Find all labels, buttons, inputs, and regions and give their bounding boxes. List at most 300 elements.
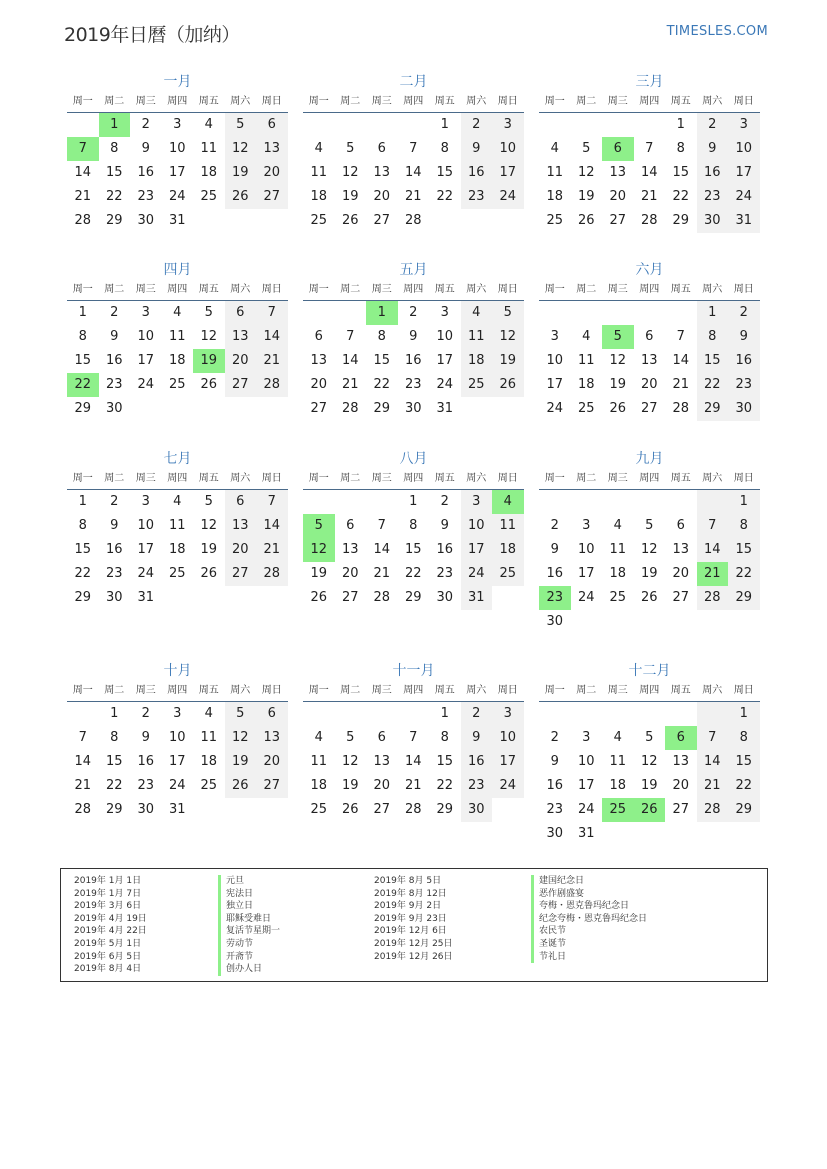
day-cell[interactable]: 23 (137, 778, 155, 793)
day-cell[interactable]: 27 (373, 213, 391, 228)
day-cell[interactable]: 17 (492, 750, 524, 774)
day-cell[interactable]: 2 (697, 113, 729, 137)
day-cell[interactable]: 24 (436, 377, 454, 392)
day-cell[interactable]: 21 (341, 377, 359, 392)
day-cell[interactable]: 6 (256, 702, 288, 726)
day-cell[interactable]: 28 (404, 802, 422, 817)
day-cell[interactable]: 8 (78, 518, 87, 533)
day-cell[interactable]: 16 (546, 566, 564, 581)
day-cell[interactable]: 12 (640, 542, 658, 557)
day-cell[interactable]: 30 (728, 397, 760, 421)
day-cell[interactable]: 21 (404, 189, 422, 204)
day-cell[interactable]: 8 (440, 141, 449, 156)
day-cell[interactable]: 2 (141, 117, 150, 132)
day-cell[interactable]: 23 (539, 586, 571, 610)
day-cell[interactable]: 5 (492, 301, 524, 325)
day-cell[interactable]: 2 (110, 494, 119, 509)
day-cell[interactable]: 20 (672, 778, 690, 793)
day-cell[interactable]: 8 (676, 141, 685, 156)
day-cell[interactable]: 17 (492, 161, 524, 185)
day-cell[interactable]: 7 (256, 490, 288, 514)
day-cell[interactable]: 22 (67, 373, 99, 397)
day-cell[interactable]: 30 (461, 798, 493, 822)
day-cell[interactable]: 1 (676, 117, 685, 132)
day-cell[interactable]: 25 (310, 802, 328, 817)
day-cell[interactable]: 27 (373, 802, 391, 817)
day-cell[interactable]: 23 (137, 189, 155, 204)
day-cell[interactable]: 22 (436, 189, 454, 204)
day-cell[interactable]: 22 (697, 373, 729, 397)
day-cell[interactable]: 20 (373, 189, 391, 204)
day-cell[interactable]: 16 (137, 754, 155, 769)
day-cell[interactable]: 10 (461, 514, 493, 538)
day-cell[interactable]: 26 (225, 185, 257, 209)
day-cell[interactable]: 10 (168, 730, 186, 745)
day-cell[interactable]: 9 (110, 518, 119, 533)
day-cell[interactable]: 16 (461, 161, 493, 185)
day-cell[interactable]: 28 (74, 802, 92, 817)
day-cell[interactable]: 9 (550, 542, 559, 557)
day-cell[interactable]: 19 (225, 750, 257, 774)
day-cell[interactable]: 5 (225, 702, 257, 726)
day-cell[interactable]: 3 (582, 730, 591, 745)
day-cell[interactable]: 20 (225, 538, 257, 562)
day-cell[interactable]: 21 (404, 778, 422, 793)
day-cell[interactable]: 11 (168, 329, 186, 344)
day-cell[interactable]: 21 (373, 566, 391, 581)
day-cell[interactable]: 7 (256, 301, 288, 325)
day-cell[interactable]: 19 (609, 377, 627, 392)
day-cell[interactable]: 11 (200, 730, 218, 745)
day-cell[interactable]: 6 (665, 726, 697, 750)
day-cell[interactable]: 12 (200, 518, 218, 533)
day-cell[interactable]: 3 (173, 706, 182, 721)
day-cell[interactable]: 16 (697, 161, 729, 185)
day-cell[interactable]: 4 (613, 730, 622, 745)
day-cell[interactable]: 11 (310, 165, 328, 180)
day-cell[interactable]: 14 (672, 353, 690, 368)
day-cell[interactable]: 18 (492, 538, 524, 562)
day-cell[interactable]: 13 (672, 754, 690, 769)
day-cell[interactable]: 30 (404, 401, 422, 416)
day-cell[interactable]: 9 (141, 141, 150, 156)
day-cell[interactable]: 7 (697, 514, 729, 538)
day-cell[interactable]: 17 (461, 538, 493, 562)
day-cell[interactable]: 5 (582, 141, 591, 156)
day-cell[interactable]: 25 (461, 373, 493, 397)
day-cell[interactable]: 22 (672, 189, 690, 204)
day-cell[interactable]: 15 (672, 165, 690, 180)
day-cell[interactable]: 28 (697, 798, 729, 822)
day-cell[interactable]: 12 (341, 754, 359, 769)
day-cell[interactable]: 30 (546, 826, 564, 841)
day-cell[interactable]: 6 (225, 490, 257, 514)
day-cell[interactable]: 10 (492, 726, 524, 750)
day-cell[interactable]: 5 (225, 113, 257, 137)
day-cell[interactable]: 31 (436, 401, 454, 416)
day-cell[interactable]: 15 (728, 750, 760, 774)
day-cell[interactable]: 1 (440, 117, 449, 132)
day-cell[interactable]: 31 (728, 209, 760, 233)
day-cell[interactable]: 14 (74, 165, 92, 180)
day-cell[interactable]: 26 (200, 377, 218, 392)
day-cell[interactable]: 29 (74, 401, 92, 416)
day-cell[interactable]: 25 (310, 213, 328, 228)
day-cell[interactable]: 27 (609, 213, 627, 228)
day-cell[interactable]: 27 (310, 401, 328, 416)
day-cell[interactable]: 28 (640, 213, 658, 228)
day-cell[interactable]: 22 (728, 562, 760, 586)
day-cell[interactable]: 11 (577, 353, 595, 368)
day-cell[interactable]: 22 (404, 566, 422, 581)
day-cell[interactable]: 23 (436, 566, 454, 581)
day-cell[interactable]: 3 (582, 518, 591, 533)
day-cell[interactable]: 25 (577, 401, 595, 416)
day-cell[interactable]: 6 (346, 518, 355, 533)
day-cell[interactable]: 28 (373, 590, 391, 605)
day-cell[interactable]: 19 (310, 566, 328, 581)
day-cell[interactable]: 10 (546, 353, 564, 368)
day-cell[interactable]: 3 (141, 494, 150, 509)
day-cell[interactable]: 2 (110, 305, 119, 320)
day-cell[interactable]: 14 (697, 538, 729, 562)
day-cell[interactable]: 27 (672, 802, 690, 817)
day-cell[interactable]: 16 (436, 542, 454, 557)
day-cell[interactable]: 19 (341, 189, 359, 204)
day-cell[interactable]: 16 (105, 353, 123, 368)
day-cell[interactable]: 4 (173, 305, 182, 320)
day-cell[interactable]: 6 (602, 137, 634, 161)
day-cell[interactable]: 27 (256, 185, 288, 209)
day-cell[interactable]: 17 (168, 754, 186, 769)
day-cell[interactable]: 6 (645, 329, 654, 344)
day-cell[interactable]: 15 (436, 754, 454, 769)
day-cell[interactable]: 25 (200, 778, 218, 793)
day-cell[interactable]: 26 (640, 590, 658, 605)
day-cell[interactable]: 12 (609, 353, 627, 368)
day-cell[interactable]: 16 (546, 778, 564, 793)
day-cell[interactable]: 24 (577, 590, 595, 605)
day-cell[interactable]: 22 (105, 189, 123, 204)
day-cell[interactable]: 4 (613, 518, 622, 533)
day-cell[interactable]: 9 (141, 730, 150, 745)
day-cell[interactable]: 13 (310, 353, 328, 368)
day-cell[interactable]: 11 (609, 754, 627, 769)
day-cell[interactable]: 27 (341, 590, 359, 605)
day-cell[interactable]: 2 (728, 301, 760, 325)
day-cell[interactable]: 12 (303, 538, 335, 562)
day-cell[interactable]: 24 (577, 802, 595, 817)
day-cell[interactable]: 17 (546, 377, 564, 392)
day-cell[interactable]: 1 (78, 494, 87, 509)
day-cell[interactable]: 14 (341, 353, 359, 368)
day-cell[interactable]: 12 (577, 165, 595, 180)
day-cell[interactable]: 12 (640, 754, 658, 769)
day-cell[interactable]: 23 (404, 377, 422, 392)
day-cell[interactable]: 29 (672, 213, 690, 228)
day-cell[interactable]: 30 (436, 590, 454, 605)
day-cell[interactable]: 2 (550, 518, 559, 533)
day-cell[interactable]: 4 (461, 301, 493, 325)
day-cell[interactable]: 25 (200, 189, 218, 204)
day-cell[interactable]: 8 (110, 141, 119, 156)
day-cell[interactable]: 12 (492, 325, 524, 349)
day-cell[interactable]: 27 (256, 774, 288, 798)
day-cell[interactable]: 26 (609, 401, 627, 416)
day-cell[interactable]: 19 (193, 349, 225, 373)
day-cell[interactable]: 19 (640, 566, 658, 581)
day-cell[interactable]: 14 (404, 754, 422, 769)
day-cell[interactable]: 25 (168, 566, 186, 581)
day-cell[interactable]: 19 (225, 161, 257, 185)
day-cell[interactable]: 27 (225, 562, 257, 586)
day-cell[interactable]: 5 (645, 730, 654, 745)
day-cell[interactable]: 31 (168, 802, 186, 817)
day-cell[interactable]: 22 (436, 778, 454, 793)
day-cell[interactable]: 13 (373, 165, 391, 180)
brand-logo-text[interactable]: TIMESLES.COM (666, 24, 768, 39)
day-cell[interactable]: 3 (550, 329, 559, 344)
day-cell[interactable]: 23 (105, 377, 123, 392)
day-cell[interactable]: 25 (168, 377, 186, 392)
day-cell[interactable]: 18 (461, 349, 493, 373)
day-cell[interactable]: 28 (672, 401, 690, 416)
day-cell[interactable]: 9 (550, 754, 559, 769)
day-cell[interactable]: 20 (256, 750, 288, 774)
day-cell[interactable]: 8 (440, 730, 449, 745)
day-cell[interactable]: 28 (404, 213, 422, 228)
day-cell[interactable]: 19 (200, 542, 218, 557)
day-cell[interactable]: 20 (640, 377, 658, 392)
day-cell[interactable]: 9 (697, 137, 729, 161)
day-cell[interactable]: 9 (409, 329, 418, 344)
day-cell[interactable]: 24 (168, 778, 186, 793)
day-cell[interactable]: 16 (137, 165, 155, 180)
day-cell[interactable]: 26 (634, 798, 666, 822)
day-cell[interactable]: 31 (461, 586, 493, 610)
day-cell[interactable]: 12 (225, 726, 257, 750)
day-cell[interactable]: 15 (105, 754, 123, 769)
day-cell[interactable]: 9 (461, 726, 493, 750)
day-cell[interactable]: 12 (225, 137, 257, 161)
day-cell[interactable]: 24 (492, 185, 524, 209)
day-cell[interactable]: 7 (697, 726, 729, 750)
day-cell[interactable]: 14 (404, 165, 422, 180)
day-cell[interactable]: 20 (373, 778, 391, 793)
day-cell[interactable]: 19 (341, 778, 359, 793)
day-cell[interactable]: 17 (137, 542, 155, 557)
day-cell[interactable]: 4 (204, 706, 213, 721)
day-cell[interactable]: 7 (409, 141, 418, 156)
day-cell[interactable]: 15 (436, 165, 454, 180)
day-cell[interactable]: 17 (137, 353, 155, 368)
day-cell[interactable]: 3 (141, 305, 150, 320)
day-cell[interactable]: 26 (200, 566, 218, 581)
day-cell[interactable]: 20 (310, 377, 328, 392)
day-cell[interactable]: 18 (168, 542, 186, 557)
day-cell[interactable]: 12 (341, 165, 359, 180)
day-cell[interactable]: 27 (640, 401, 658, 416)
day-cell[interactable]: 5 (346, 730, 355, 745)
day-cell[interactable]: 16 (105, 542, 123, 557)
day-cell[interactable]: 15 (74, 353, 92, 368)
day-cell[interactable]: 13 (225, 325, 257, 349)
day-cell[interactable]: 8 (728, 514, 760, 538)
day-cell[interactable]: 20 (256, 161, 288, 185)
day-cell[interactable]: 28 (256, 562, 288, 586)
day-cell[interactable]: 11 (200, 141, 218, 156)
day-cell[interactable]: 14 (373, 542, 391, 557)
day-cell[interactable]: 23 (461, 774, 493, 798)
day-cell[interactable]: 13 (225, 514, 257, 538)
day-cell[interactable]: 25 (609, 590, 627, 605)
day-cell[interactable]: 11 (168, 518, 186, 533)
day-cell[interactable]: 7 (78, 730, 87, 745)
day-cell[interactable]: 10 (492, 137, 524, 161)
day-cell[interactable]: 10 (436, 329, 454, 344)
day-cell[interactable]: 13 (256, 137, 288, 161)
day-cell[interactable]: 17 (168, 165, 186, 180)
day-cell[interactable]: 5 (204, 305, 213, 320)
day-cell[interactable]: 1 (728, 490, 760, 514)
day-cell[interactable]: 17 (728, 161, 760, 185)
day-cell[interactable]: 21 (74, 778, 92, 793)
day-cell[interactable]: 30 (105, 590, 123, 605)
day-cell[interactable]: 2 (461, 113, 493, 137)
day-cell[interactable]: 10 (577, 542, 595, 557)
day-cell[interactable]: 14 (697, 750, 729, 774)
day-cell[interactable]: 6 (314, 329, 323, 344)
day-cell[interactable]: 6 (377, 141, 386, 156)
day-cell[interactable]: 13 (672, 542, 690, 557)
day-cell[interactable]: 7 (67, 137, 99, 161)
day-cell[interactable]: 9 (728, 325, 760, 349)
day-cell[interactable]: 17 (436, 353, 454, 368)
day-cell[interactable]: 26 (341, 213, 359, 228)
day-cell[interactable]: 15 (697, 349, 729, 373)
day-cell[interactable]: 11 (461, 325, 493, 349)
day-cell[interactable]: 10 (137, 518, 155, 533)
day-cell[interactable]: 18 (577, 377, 595, 392)
day-cell[interactable]: 18 (609, 778, 627, 793)
day-cell[interactable]: 26 (310, 590, 328, 605)
day-cell[interactable]: 29 (105, 802, 123, 817)
day-cell[interactable]: 11 (310, 754, 328, 769)
day-cell[interactable]: 6 (377, 730, 386, 745)
day-cell[interactable]: 18 (310, 778, 328, 793)
day-cell[interactable]: 29 (105, 213, 123, 228)
day-cell[interactable]: 2 (409, 305, 418, 320)
day-cell[interactable]: 28 (341, 401, 359, 416)
day-cell[interactable]: 22 (728, 774, 760, 798)
day-cell[interactable]: 7 (676, 329, 685, 344)
day-cell[interactable]: 22 (105, 778, 123, 793)
day-cell[interactable]: 5 (204, 494, 213, 509)
day-cell[interactable]: 29 (728, 586, 760, 610)
day-cell[interactable]: 20 (225, 349, 257, 373)
day-cell[interactable]: 24 (137, 566, 155, 581)
day-cell[interactable]: 15 (373, 353, 391, 368)
day-cell[interactable]: 29 (373, 401, 391, 416)
day-cell[interactable]: 23 (697, 185, 729, 209)
day-cell[interactable]: 24 (137, 377, 155, 392)
day-cell[interactable]: 23 (546, 802, 564, 817)
day-cell[interactable]: 12 (200, 329, 218, 344)
day-cell[interactable]: 15 (105, 165, 123, 180)
day-cell[interactable]: 13 (373, 754, 391, 769)
day-cell[interactable]: 30 (546, 614, 564, 629)
day-cell[interactable]: 4 (550, 141, 559, 156)
day-cell[interactable]: 7 (645, 141, 654, 156)
day-cell[interactable]: 30 (105, 401, 123, 416)
day-cell[interactable]: 26 (492, 373, 524, 397)
day-cell[interactable]: 13 (640, 353, 658, 368)
day-cell[interactable]: 25 (546, 213, 564, 228)
day-cell[interactable]: 30 (137, 213, 155, 228)
day-cell[interactable]: 13 (341, 542, 359, 557)
day-cell[interactable]: 29 (74, 590, 92, 605)
day-cell[interactable]: 18 (546, 189, 564, 204)
day-cell[interactable]: 31 (577, 826, 595, 841)
day-cell[interactable]: 3 (492, 113, 524, 137)
day-cell[interactable]: 19 (640, 778, 658, 793)
day-cell[interactable]: 15 (728, 538, 760, 562)
day-cell[interactable]: 13 (609, 165, 627, 180)
day-cell[interactable]: 10 (137, 329, 155, 344)
day-cell[interactable]: 31 (168, 213, 186, 228)
day-cell[interactable]: 9 (110, 329, 119, 344)
day-cell[interactable]: 4 (492, 490, 524, 514)
day-cell[interactable]: 16 (404, 353, 422, 368)
day-cell[interactable]: 7 (409, 730, 418, 745)
day-cell[interactable]: 16 (728, 349, 760, 373)
day-cell[interactable]: 1 (78, 305, 87, 320)
day-cell[interactable]: 8 (377, 329, 386, 344)
day-cell[interactable]: 23 (461, 185, 493, 209)
day-cell[interactable]: 30 (697, 209, 729, 233)
day-cell[interactable]: 10 (728, 137, 760, 161)
day-cell[interactable]: 18 (200, 165, 218, 180)
day-cell[interactable]: 24 (546, 401, 564, 416)
day-cell[interactable]: 7 (377, 518, 386, 533)
day-cell[interactable]: 2 (141, 706, 150, 721)
day-cell[interactable]: 23 (728, 373, 760, 397)
day-cell[interactable]: 7 (346, 329, 355, 344)
day-cell[interactable]: 8 (728, 726, 760, 750)
day-cell[interactable]: 27 (672, 590, 690, 605)
day-cell[interactable]: 17 (577, 566, 595, 581)
day-cell[interactable]: 4 (204, 117, 213, 132)
day-cell[interactable]: 3 (728, 113, 760, 137)
day-cell[interactable]: 16 (461, 750, 493, 774)
day-cell[interactable]: 4 (314, 141, 323, 156)
day-cell[interactable]: 21 (672, 377, 690, 392)
day-cell[interactable]: 28 (256, 373, 288, 397)
day-cell[interactable]: 6 (256, 113, 288, 137)
day-cell[interactable]: 4 (173, 494, 182, 509)
day-cell[interactable]: 25 (602, 798, 634, 822)
day-cell[interactable]: 9 (440, 518, 449, 533)
day-cell[interactable]: 20 (341, 566, 359, 581)
day-cell[interactable]: 27 (225, 373, 257, 397)
day-cell[interactable]: 23 (105, 566, 123, 581)
day-cell[interactable]: 21 (256, 349, 288, 373)
day-cell[interactable]: 15 (74, 542, 92, 557)
day-cell[interactable]: 22 (74, 566, 92, 581)
day-cell[interactable]: 29 (728, 798, 760, 822)
day-cell[interactable]: 24 (168, 189, 186, 204)
day-cell[interactable]: 18 (168, 353, 186, 368)
